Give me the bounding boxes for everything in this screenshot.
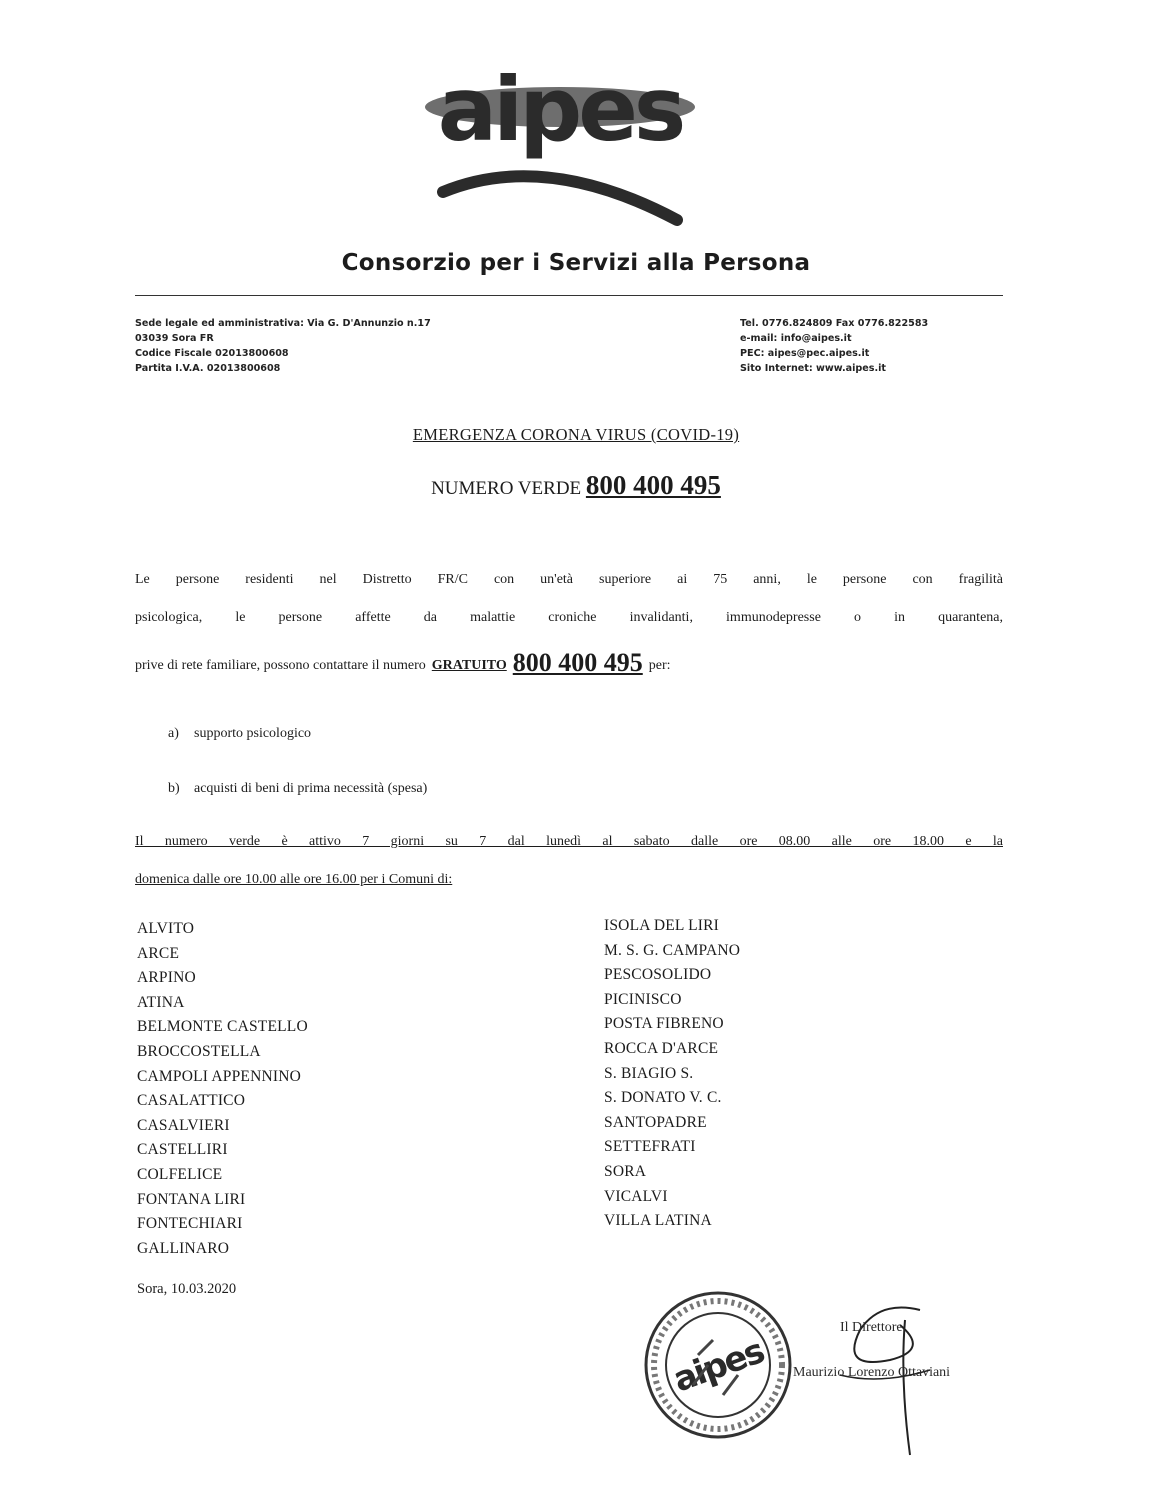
comune-item: BROCCOSTELLA <box>137 1042 261 1060</box>
comune-item: COLFELICE <box>137 1165 223 1183</box>
comune-item: CASTELLIRI <box>137 1141 228 1159</box>
document-title: EMERGENZA CORONA VIRUS (COVID-19) <box>412 425 740 444</box>
toll-free-heading <box>0 470 1152 501</box>
comune-item: CAMPOLI APPENNINO <box>137 1067 302 1085</box>
organization-name: Consorzio per i Servizi alla Persona <box>341 250 811 276</box>
list-item-text: supporto psicologico <box>194 726 312 741</box>
comuni-list-left <box>137 917 308 1261</box>
pec-email: PEC: aipes@pec.aipes.it <box>740 348 870 359</box>
toll-free-number: 800 400 495 <box>585 470 721 500</box>
fiscal-code: Codice Fiscale 02013800608 <box>135 348 289 359</box>
comuni-list-right <box>604 914 740 1234</box>
toll-free-number-inline: 800 400 495 <box>512 648 643 677</box>
comune-item: ISOLA DEL LIRI <box>604 917 720 934</box>
comune-item: BELMONTE CASTELLO <box>137 1018 308 1036</box>
signer-name: Maurizio Lorenzo Ottaviani <box>793 1365 951 1380</box>
comune-item: GALLINARO <box>137 1239 230 1257</box>
vat-number: Partita I.V.A. 02013800608 <box>135 363 281 374</box>
list-item <box>168 726 311 742</box>
signer-title: Il Direttore <box>840 1320 903 1335</box>
comune-item: M. S. G. CAMPANO <box>604 941 741 959</box>
address-line: 03039 Sora FR <box>135 333 214 344</box>
svg-text:aipes: aipes <box>668 1331 769 1401</box>
aipes-logo <box>415 62 705 228</box>
toll-free-label: NUMERO VERDE <box>431 478 582 499</box>
comune-item: CASALVIERI <box>137 1116 230 1134</box>
address-line: Sede legale ed amministrativa: Via G. D'Annunzio n.17 <box>135 318 431 329</box>
comune-item: VICALVI <box>604 1187 668 1205</box>
contact-block <box>740 316 928 376</box>
email: e-mail: info@aipes.it <box>740 333 852 344</box>
list-item-label: a) <box>168 726 179 741</box>
comune-item: ALVITO <box>137 920 195 937</box>
availability-line: Il numero verde è attivo 7 giorni su 7 dal lunedì al sabato dalle ore 08.00 alle ore 18.00 e la <box>135 834 1003 849</box>
comune-item: SANTOPADRE <box>604 1113 707 1131</box>
gratuito-label: GRATUITO <box>431 658 507 673</box>
comune-item: VILLA LATINA <box>604 1212 712 1230</box>
svg-text:aipes: aipes <box>437 62 683 161</box>
comune-item: SORA <box>604 1162 647 1180</box>
comune-item: FONTECHIARI <box>137 1215 243 1233</box>
document-date: Sora, 10.03.2020 <box>137 1281 237 1297</box>
list-item <box>168 781 427 797</box>
body-text: prive di rete familiare, possono contattare il numero <box>135 658 426 673</box>
list-item-text: acquisti di beni di prima necessità (spesa) <box>194 781 428 796</box>
list-item-label: b) <box>168 781 180 796</box>
comune-item: FONTANA LIRI <box>137 1190 246 1208</box>
comune-item: PESCOSOLIDO <box>604 966 712 984</box>
comune-item: S. DONATO V. C. <box>604 1089 722 1107</box>
body-text: per: <box>648 658 671 673</box>
comune-item: ATINA <box>137 993 185 1011</box>
header-divider <box>135 295 1003 296</box>
body-line: Le persone residenti nel Distretto FR/C con un'età superiore ai 75 anni, le persone con fragilità <box>135 572 1003 587</box>
address-block <box>135 316 431 376</box>
comune-item: ROCCA D'ARCE <box>604 1039 719 1057</box>
comune-item: CASALATTICO <box>137 1092 246 1110</box>
comune-item: S. BIAGIO S. <box>604 1064 694 1082</box>
official-stamp <box>638 1285 798 1445</box>
comune-item: ARCE <box>137 944 180 962</box>
availability-line: domenica dalle ore 10.00 alle ore 16.00 per i Comuni di: <box>135 872 453 887</box>
body-line <box>135 648 1003 678</box>
phone-fax: Tel. 0776.824809 Fax 0776.822583 <box>740 318 929 329</box>
comune-item: SETTEFRATI <box>604 1138 696 1156</box>
comune-item: POSTA FIBRENO <box>604 1015 724 1033</box>
comune-item: PICINISCO <box>604 990 682 1008</box>
website: Sito Internet: www.aipes.it <box>740 363 887 374</box>
comune-item: ARPINO <box>137 969 196 987</box>
body-line: psicologica, le persone affette da malattie croniche invalidanti, immunodepresse o in quarantena, <box>135 610 1003 625</box>
